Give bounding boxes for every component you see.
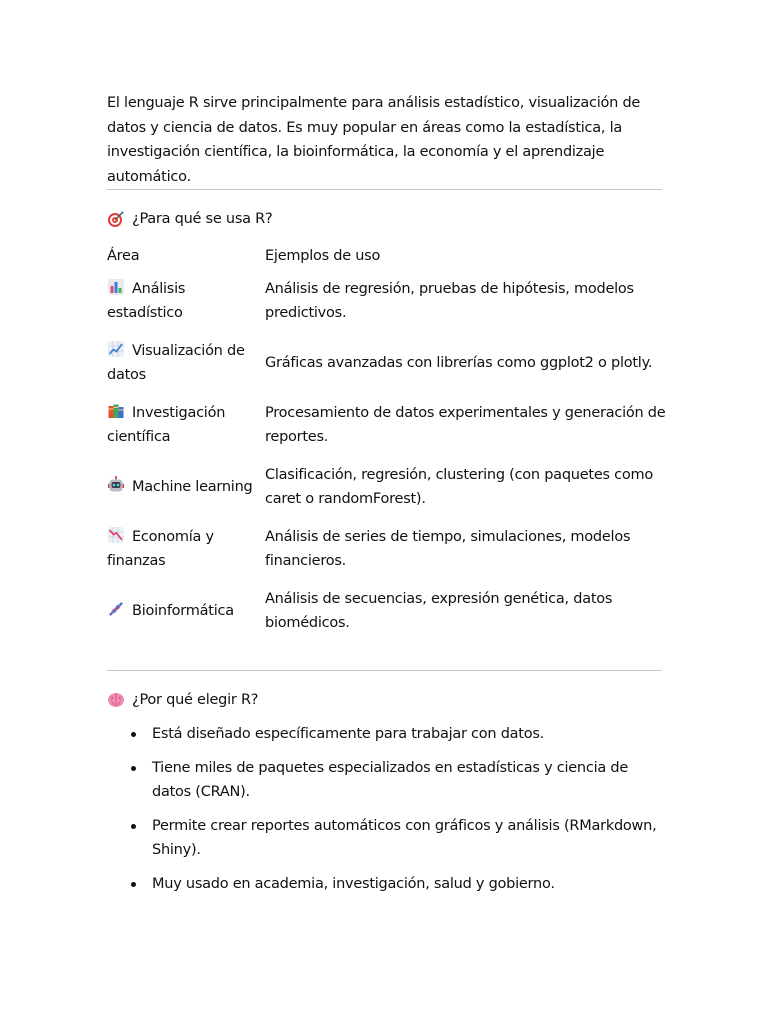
table-cell-area [107, 580, 265, 642]
intro-paragraph: El lenguaje R sirve principalmente para análisis estadístico, visualización de datos y ciencia de datos. Es muy popular en áreas como la estadística, la investigación científica, la bioinformática, la economía y el aprendizaje automático. [107, 95, 641, 185]
target-icon [107, 210, 125, 228]
list-item-text: Permite crear reportes automáticos con gráficos y análisis (RMarkdown, Shiny). [152, 818, 657, 858]
section-heading-why [107, 690, 258, 710]
bullet-icon [131, 824, 136, 829]
list-item [107, 756, 667, 804]
list-item [107, 722, 667, 746]
section-title-uses: ¿Para qué se usa R? [132, 211, 273, 227]
table-header-area: Área [107, 248, 140, 264]
table-cell-example: Análisis de secuencias, expresión genética, datos biomédicos. [265, 591, 613, 631]
table-cell-area [107, 394, 265, 456]
table-cell-area-label: Economía y finanzas [107, 529, 214, 569]
table-cell-example: Análisis de series de tiempo, simulaciones, modelos financieros. [265, 529, 631, 569]
section-divider [107, 670, 662, 671]
bullet-icon [131, 732, 136, 737]
table-cell-example: Análisis de regresión, pruebas de hipótesis, modelos predictivos. [265, 281, 634, 321]
brain-icon [107, 691, 125, 709]
table-header-examples: Ejemplos de uso [265, 248, 381, 264]
table-row [107, 270, 667, 332]
section-heading-uses [107, 209, 272, 229]
table-cell-area-label: Bioinformática [132, 603, 234, 619]
table-cell-example: Procesamiento de datos experimentales y generación de reportes. [265, 405, 666, 445]
bullet-icon [131, 882, 136, 887]
table-header-row [107, 244, 667, 270]
table-cell-area-label: Machine learning [132, 479, 253, 495]
table-row [107, 456, 667, 518]
books-icon [107, 402, 125, 420]
section-divider [107, 189, 662, 190]
table-row [107, 580, 667, 642]
table-cell-area-label: Análisis estadístico [107, 281, 186, 321]
table-row [107, 332, 667, 394]
table-cell-example: Clasificación, regresión, clustering (con paquetes como caret o randomForest). [265, 467, 653, 507]
table-cell-example: Gráficas avanzadas con librerías como ggplot2 o plotly. [265, 355, 653, 371]
list-item-text: Tiene miles de paquetes especializados en estadísticas y ciencia de datos (CRAN). [152, 760, 628, 800]
table-cell-area-label: Visualización de datos [107, 343, 245, 383]
list-item [107, 872, 667, 896]
table-cell-area-label: Investigación científica [107, 405, 226, 445]
bar-chart-icon [107, 278, 125, 296]
table-cell-area [107, 270, 265, 332]
table-row [107, 518, 667, 580]
bullet-icon [131, 766, 136, 771]
list-item-text: Muy usado en academia, investigación, salud y gobierno. [152, 876, 555, 892]
robot-icon [107, 476, 125, 494]
usage-table [107, 244, 667, 642]
table-cell-area [107, 456, 265, 518]
dna-icon [107, 600, 125, 618]
chart-increasing-icon [107, 340, 125, 358]
table-cell-area [107, 332, 265, 394]
section-title-why: ¿Por qué elegir R? [132, 692, 259, 708]
chart-decreasing-icon [107, 526, 125, 544]
table-cell-area [107, 518, 265, 580]
table-row [107, 394, 667, 456]
list-item [107, 814, 667, 862]
reasons-list [107, 722, 667, 906]
list-item-text: Está diseñado específicamente para trabajar con datos. [152, 726, 545, 742]
